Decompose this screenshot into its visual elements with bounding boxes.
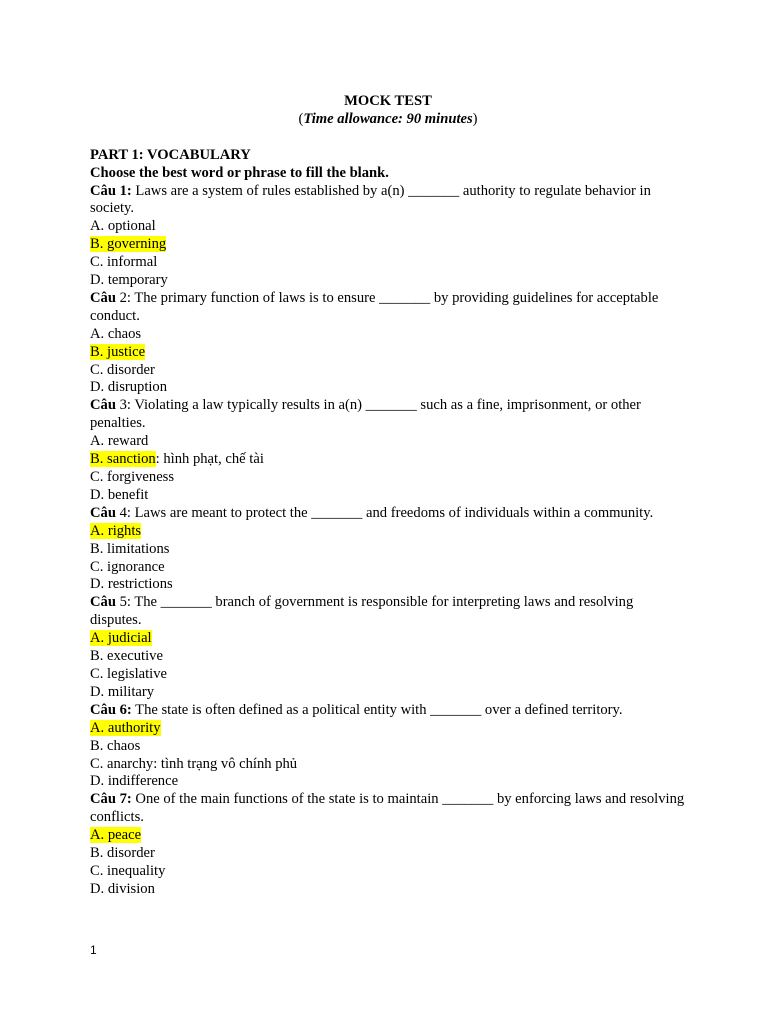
answer-note: : hình phạt, chế tài — [155, 451, 264, 468]
time-allowance-close: ) — [472, 110, 478, 127]
answer-option-text: B. limitations — [90, 540, 170, 557]
answer-option — [90, 487, 686, 505]
answer-option — [90, 469, 686, 487]
answer-option — [90, 845, 686, 863]
question-text: 4: Laws are meant to protect the _______ and freedoms of individuals within a community. — [115, 504, 654, 521]
answer-option-highlighted: A. rights — [90, 522, 142, 539]
answer-option — [90, 720, 686, 738]
question-stem — [90, 791, 686, 827]
answer-option-highlighted: B. sanction — [90, 451, 156, 468]
answer-option — [90, 630, 686, 648]
question-stem — [90, 702, 686, 720]
time-allowance-open: ( — [298, 110, 304, 127]
answer-option-highlighted: A. peace — [90, 827, 142, 844]
question-label: Câu 6: — [90, 701, 132, 718]
answer-option — [90, 773, 686, 791]
answer-option — [90, 541, 686, 559]
time-allowance — [90, 111, 686, 129]
answer-option-text: B. chaos — [90, 737, 141, 754]
question-text: 5: The _______ branch of government is responsible for interpreting laws and resolving disputes. — [90, 594, 634, 629]
answer-option-text: D. military — [90, 683, 155, 700]
answer-option-text: B. executive — [90, 648, 163, 665]
question-text: 3: Violating a law typically results in a(n) _______ such as a fine, imprisonment, or other penalties. — [90, 397, 641, 432]
answer-option-text: C. anarchy: tình trạng vô chính phủ — [90, 755, 298, 772]
answer-option — [90, 326, 686, 344]
question-label: Câu — [90, 594, 116, 611]
answer-option-text: C. disorder — [90, 361, 155, 378]
answer-option-text: B. disorder — [90, 845, 155, 862]
answer-option-text: D. temporary — [90, 272, 168, 289]
answer-option — [90, 863, 686, 881]
question-label: Câu 1: — [90, 182, 132, 199]
answer-option — [90, 523, 686, 541]
question-label: Câu — [90, 289, 116, 306]
page-number: 1 — [90, 943, 97, 957]
question-label: Câu — [90, 397, 116, 414]
document-title: MOCK TEST — [344, 93, 432, 109]
time-allowance-text: Time allowance: 90 minutes — [303, 110, 473, 127]
answer-option-highlighted: B. governing — [90, 236, 167, 253]
answer-option — [90, 576, 686, 594]
answer-option-text: D. disruption — [90, 379, 168, 396]
answer-option-text: D. benefit — [90, 486, 149, 503]
answer-option — [90, 756, 686, 774]
question-stem — [90, 183, 686, 219]
answer-option-text: D. restrictions — [90, 576, 173, 593]
answer-option — [90, 738, 686, 756]
answer-option — [90, 451, 686, 469]
question-stem — [90, 505, 686, 523]
answer-option — [90, 684, 686, 702]
question-text: Laws are a system of rules established by a(n) _______ authority to regulate behavior in society. — [90, 182, 651, 217]
answer-option — [90, 881, 686, 899]
answer-option — [90, 433, 686, 451]
part-heading: PART 1: VOCABULARY — [90, 146, 251, 163]
answer-option-highlighted: A. authority — [90, 719, 161, 736]
answer-option — [90, 254, 686, 272]
answer-option-text: C. informal — [90, 254, 158, 271]
part-instruction: Choose the best word or phrase to fill the blank. — [90, 164, 389, 181]
answer-option-text: D. division — [90, 880, 155, 897]
question-label: Câu 7: — [90, 791, 132, 808]
answer-option — [90, 218, 686, 236]
spacer — [90, 129, 686, 147]
question-text: 2: The primary function of laws is to ensure _______ by providing guidelines for acceptable conduct. — [90, 289, 659, 324]
answer-option-text: C. inequality — [90, 862, 166, 879]
answer-option-text: D. indifference — [90, 773, 179, 790]
question-stem — [90, 594, 686, 630]
answer-option — [90, 362, 686, 380]
document-page — [90, 93, 686, 899]
question-list — [90, 183, 686, 899]
question-text: The state is often defined as a political entity with _______ over a defined territory. — [131, 701, 623, 718]
answer-option — [90, 236, 686, 254]
answer-option — [90, 559, 686, 577]
answer-option-text: C. ignorance — [90, 558, 165, 575]
answer-option-text: A. reward — [90, 433, 149, 450]
answer-option — [90, 272, 686, 290]
answer-option — [90, 344, 686, 362]
answer-option-text: C. forgiveness — [90, 469, 175, 486]
answer-option — [90, 379, 686, 397]
answer-option — [90, 827, 686, 845]
question-text: One of the main functions of the state is to maintain _______ by enforcing laws and resolving conflicts. — [90, 791, 685, 826]
question-stem — [90, 397, 686, 433]
answer-option-text: C. legislative — [90, 665, 168, 682]
answer-option — [90, 666, 686, 684]
answer-option — [90, 648, 686, 666]
question-label: Câu — [90, 504, 116, 521]
answer-option-highlighted: A. judicial — [90, 630, 152, 647]
answer-option-highlighted: B. justice — [90, 343, 146, 360]
question-stem — [90, 290, 686, 326]
answer-option-text: A. chaos — [90, 325, 142, 342]
answer-option-text: A. optional — [90, 218, 156, 235]
